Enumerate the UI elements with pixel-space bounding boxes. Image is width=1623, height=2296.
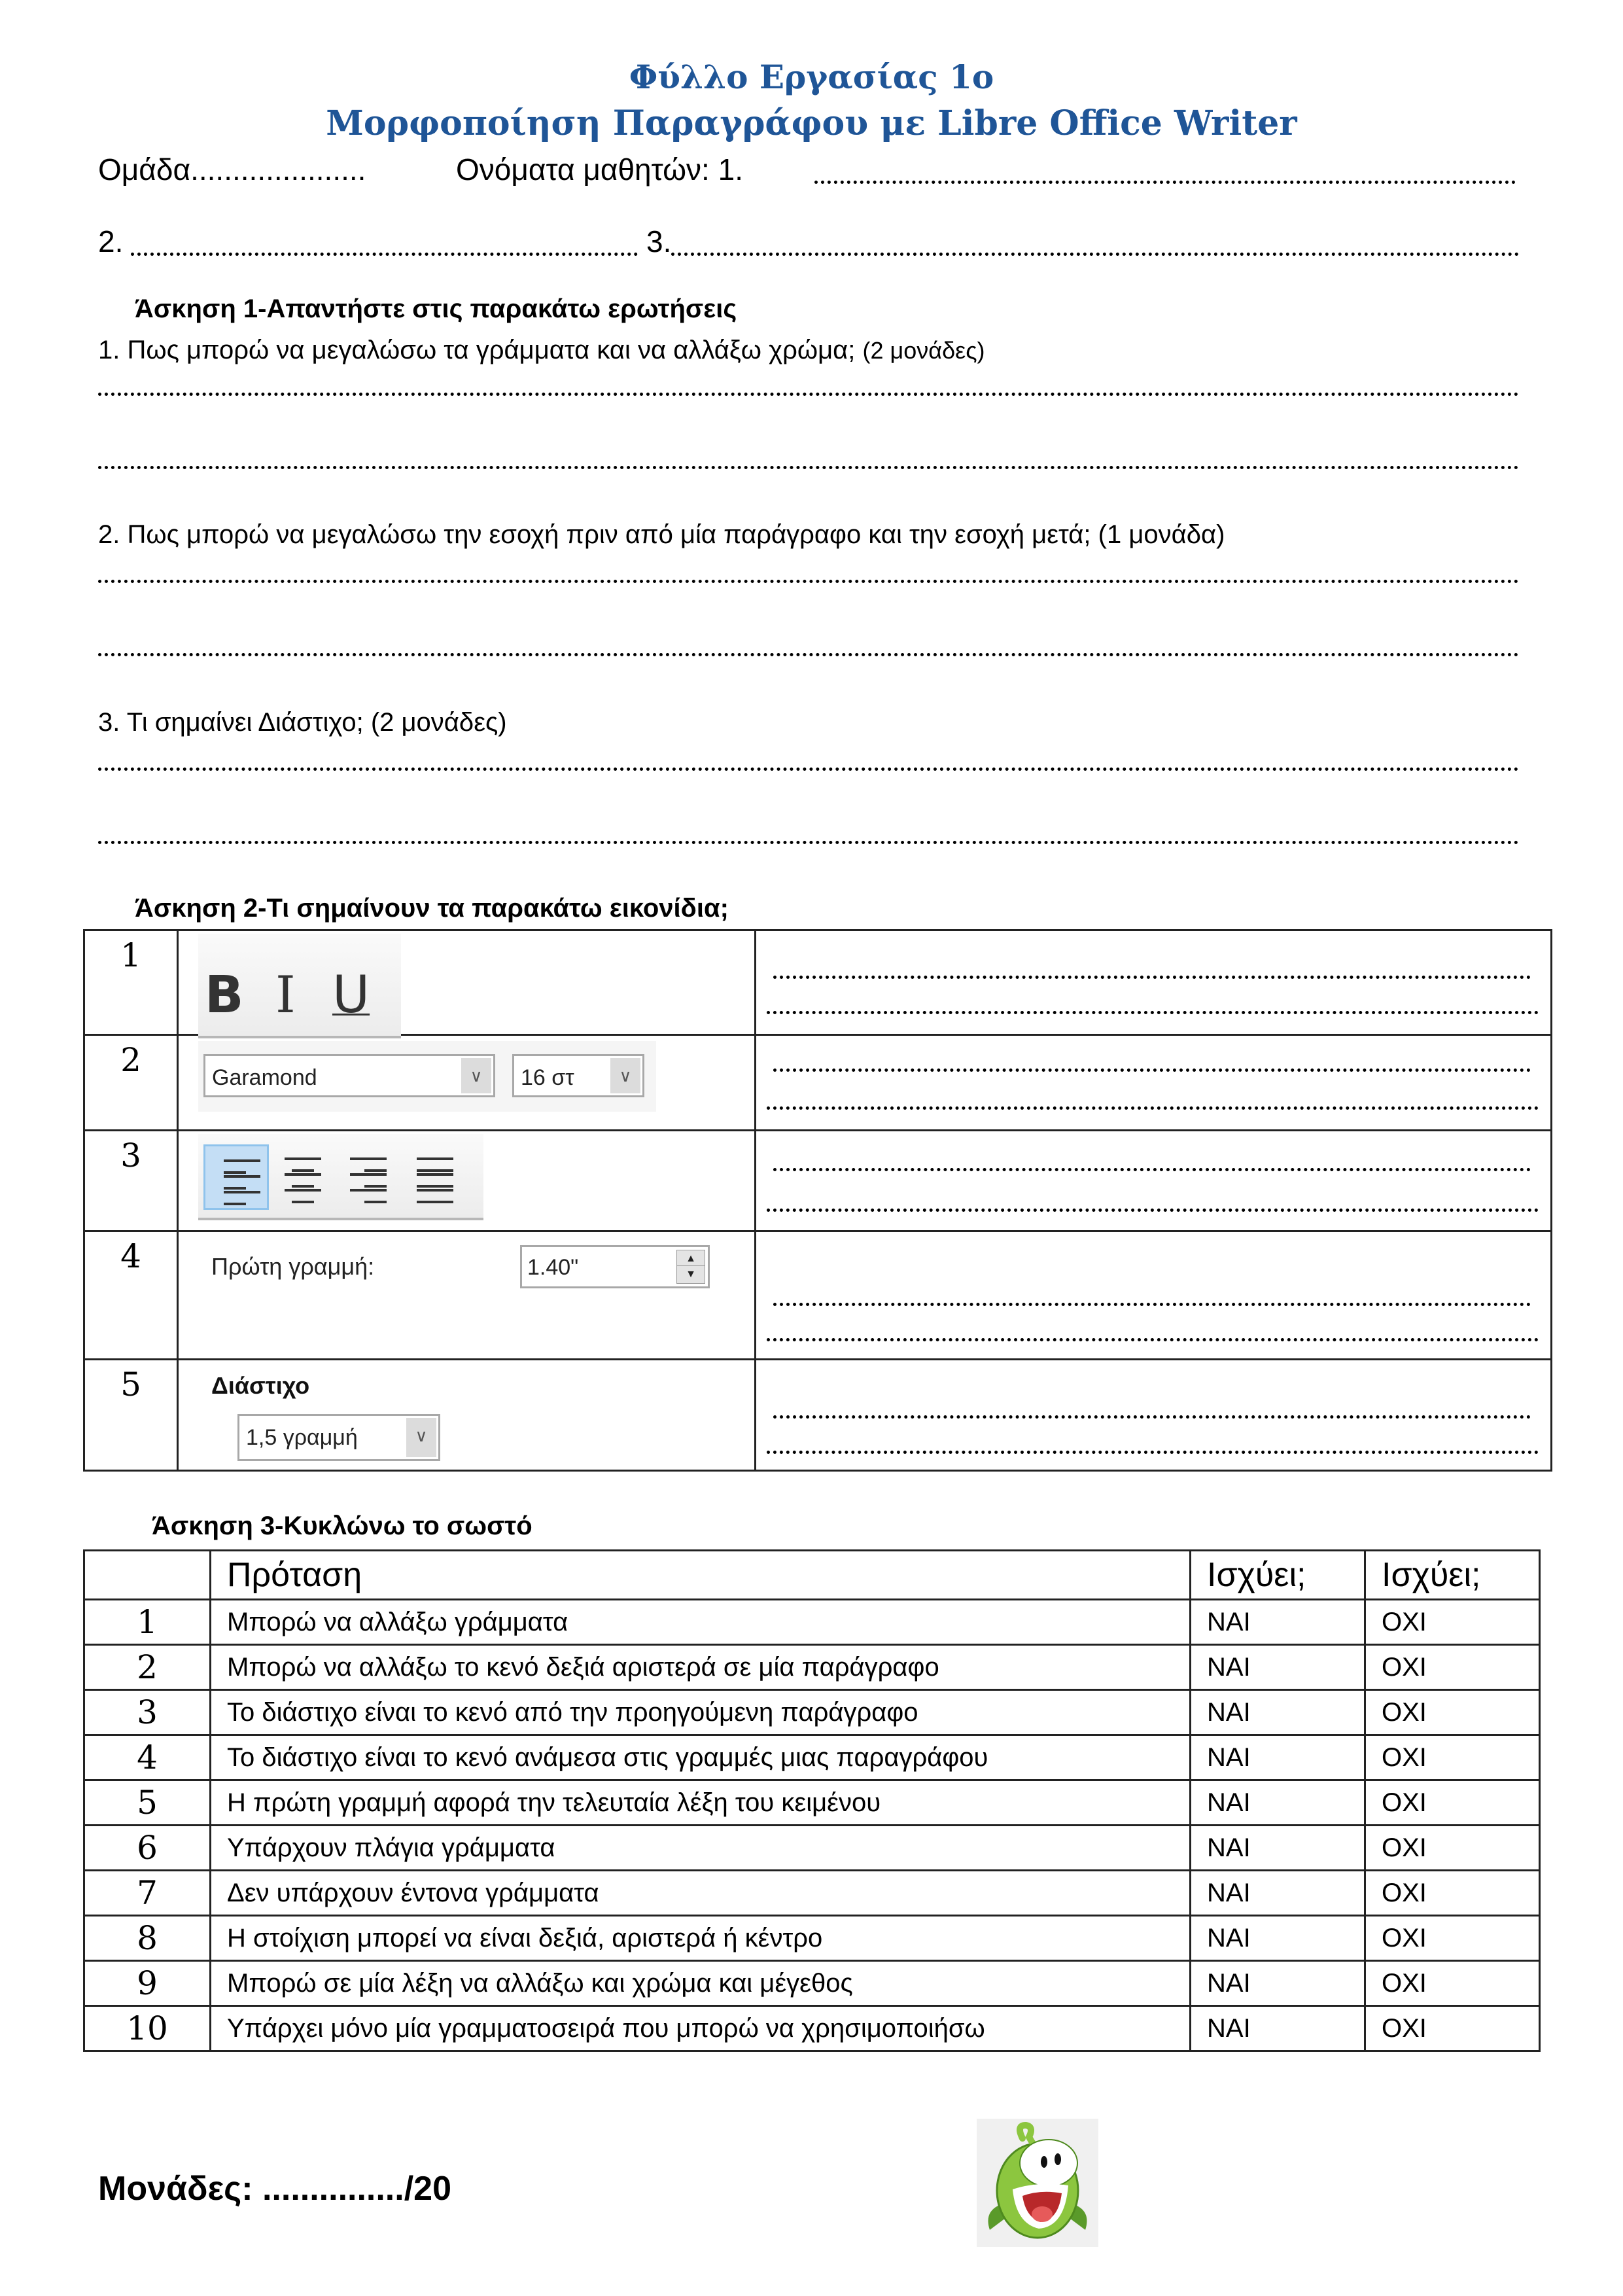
icon-cell [178,1231,756,1360]
answer-line[interactable] [767,1338,1539,1341]
row-number: 5 [84,1360,178,1471]
statement-text: Μπορώ να αλλάξω γράμματα [211,1600,1191,1645]
question-text: 1. Πως μπορώ να μεγαλώσω τα γράμματα και να αλλάξω χρώμα; [98,336,856,364]
bold-italic-underline-toolbar [198,934,401,1038]
no-option[interactable]: ΟΧΙ [1365,1916,1540,1961]
justify-icon[interactable] [404,1144,469,1210]
answer-cell[interactable] [756,1360,1552,1471]
question-points: (2 μονάδες) [370,708,507,737]
row-number: 1 [84,930,178,1035]
om-nom-icon [977,2119,1098,2247]
row-number: 2 [84,1645,211,1690]
answer-line[interactable] [767,1209,1539,1212]
table-row [84,1231,1552,1360]
table-row [84,1871,1540,1916]
column-header: Ισχύει; [1191,1551,1365,1600]
worksheet-subtitle: Μορφοποίηση Παραγράφου με Libre Office Writer [326,103,1297,143]
table-row [84,1035,1552,1131]
first-line-indent-label: Πρώτη γραμμή: [211,1253,375,1280]
icon-cell [178,1035,756,1131]
answer-line[interactable] [98,762,1519,771]
line-spacing-combo[interactable] [237,1414,440,1461]
statement-text: Υπάρχει μόνο μία γραμματοσειρά που μπορώ να χρησιμοποιήσω [211,2006,1191,2051]
exercise1-heading: Άσκηση 1-Απαντήστε στις παρακάτω ερωτήσεις [135,294,737,323]
question-2 [98,520,1225,550]
question-points: (2 μονάδες) [862,337,985,364]
column-header [84,1551,211,1600]
yes-option[interactable]: ΝΑΙ [1191,1735,1365,1780]
bold-icon: B [205,966,244,1025]
statement-text: Το διάστιχο είναι το κενό από την προηγούμενη παράγραφο [211,1690,1191,1735]
statement-text: Μπορώ να αλλάξω το κενό δεξιά αριστερά σε μία παράγραφο [211,1645,1191,1690]
yes-option[interactable]: ΝΑΙ [1191,2006,1365,2051]
statement-text: Μπορώ σε μία λέξη να αλλάξω και χρώμα και μέγεθος [211,1961,1191,2006]
align-left-icon[interactable] [203,1144,269,1210]
row-number: 2 [84,1035,178,1131]
chevron-down-icon[interactable]: ∨ [610,1058,640,1093]
row-number: 4 [84,1735,211,1780]
no-option[interactable]: ΟΧΙ [1365,2006,1540,2051]
icon-cell [178,1360,756,1471]
exercise2-heading: Άσκηση 2-Τι σημαίνουν τα παρακάτω εικονίδια; [135,894,729,923]
answer-cell[interactable] [756,1231,1552,1360]
alignment-toolbar [198,1134,483,1220]
table-row [84,1826,1540,1871]
answer-line[interactable] [767,1451,1539,1454]
row-number: 3 [84,1131,178,1231]
row-number: 1 [84,1600,211,1645]
icon-cell [178,930,756,1035]
no-option[interactable]: ΟΧΙ [1365,1780,1540,1826]
line-spacing-label: Διάστιχο [211,1372,310,1399]
underline-icon: U [332,966,370,1025]
question-points: (1 μονάδα) [1098,520,1225,549]
statement-text: Η πρώτη γραμμή αφορά την τελευταία λέξη του κειμένου [211,1780,1191,1826]
answer-line[interactable] [98,648,1519,656]
column-header: Ισχύει; [1365,1551,1540,1600]
answer-line[interactable] [773,1168,1531,1171]
question-text: 2. Πως μπορώ να μεγαλώσω την εσοχή πριν από μία παράγραφο και την εσοχή μετά; [98,520,1091,549]
no-option[interactable]: ΟΧΙ [1365,1871,1540,1916]
statement-text: Η στοίχιση μπορεί να είναι δεξιά, αριστερά ή κέντρο [211,1916,1191,1961]
student3-label: 3. [646,224,672,258]
no-option[interactable]: ΟΧΙ [1365,1645,1540,1690]
font-size-combo[interactable] [512,1054,644,1097]
yes-option[interactable]: ΝΑΙ [1191,1600,1365,1645]
answer-cell[interactable] [756,930,1552,1035]
table-row [84,1916,1540,1961]
table-row [84,2006,1540,2051]
yes-option[interactable]: ΝΑΙ [1191,1871,1365,1916]
answer-cell[interactable] [756,1131,1552,1231]
student1-field[interactable] [814,175,1516,184]
student2-field[interactable] [131,247,638,256]
student2-label: 2. [98,224,124,258]
answer-line[interactable] [98,574,1519,583]
table-row [84,1961,1540,2006]
answer-line[interactable] [773,976,1531,979]
no-option[interactable]: ΟΧΙ [1365,1961,1540,2006]
row-number: 4 [84,1231,178,1360]
yes-option[interactable]: ΝΑΙ [1191,1645,1365,1690]
no-option[interactable]: ΟΧΙ [1365,1690,1540,1735]
first-line-indent-spinner[interactable] [520,1245,710,1288]
answer-cell[interactable] [756,1035,1552,1131]
team-label: Ομάδα..................... [98,152,366,186]
students-label: Ονόματα μαθητών: 1. [456,152,743,186]
font-name-value: Garamond [212,1065,317,1090]
no-option[interactable]: ΟΧΙ [1365,1826,1540,1871]
table-row [84,1360,1552,1471]
chevron-down-icon[interactable]: ∨ [406,1418,436,1457]
answer-line[interactable] [773,1069,1531,1072]
no-option[interactable]: ΟΧΙ [1365,1600,1540,1645]
answer-line[interactable] [767,1011,1539,1014]
worksheet-title: Φύλλο Εργασίας 1ο [629,58,994,96]
table-header-row [84,1551,1540,1600]
table-row [84,1735,1540,1780]
answer-line[interactable] [98,836,1519,844]
answer-line[interactable] [98,461,1519,469]
table-row [84,1780,1540,1826]
exercise3-heading: Άσκηση 3-Κυκλώνω το σωστό [152,1511,532,1540]
font-toolbar [198,1041,656,1112]
table-row [84,1600,1540,1645]
row-number: 5 [84,1780,211,1826]
answer-line[interactable] [773,1303,1531,1306]
statement-text: Υπάρχουν πλάγια γράμματα [211,1826,1191,1871]
table-row [84,1690,1540,1735]
icons-table [83,929,1552,1472]
icon-cell [178,1131,756,1231]
chevron-down-icon[interactable]: ∨ [461,1058,491,1093]
question-1 [98,336,985,365]
mascot-image [977,2119,1098,2247]
line-spacing-value: 1,5 γραμμή [246,1425,358,1450]
score-label: Μονάδες: .............../20 [98,2170,451,2208]
true-false-table [83,1549,1541,2052]
yes-option[interactable]: ΝΑΙ [1191,1690,1365,1735]
answer-line[interactable] [98,387,1519,396]
row-number: 7 [84,1871,211,1916]
yes-option[interactable]: ΝΑΙ [1191,1826,1365,1871]
answer-line[interactable] [767,1106,1539,1110]
align-right-icon[interactable] [337,1144,402,1210]
font-name-combo[interactable] [203,1054,495,1097]
question-3 [98,708,507,737]
italic-icon: I [275,966,296,1025]
indent-value: 1.40" [527,1255,579,1280]
no-option[interactable]: ΟΧΙ [1365,1735,1540,1780]
yes-option[interactable]: ΝΑΙ [1191,1916,1365,1961]
row-number: 9 [84,1961,211,2006]
align-center-icon[interactable] [270,1144,336,1210]
question-text: 3. Τι σημαίνει Διάστιχο; [98,708,364,737]
yes-option[interactable]: ΝΑΙ [1191,1961,1365,2006]
row-number: 10 [84,2006,211,2051]
yes-option[interactable]: ΝΑΙ [1191,1780,1365,1826]
row-number: 6 [84,1826,211,1871]
row-number: 3 [84,1690,211,1735]
statement-text: Το διάστιχο είναι το κενό ανάμεσα στις γραμμές μιας παραγράφου [211,1735,1191,1780]
table-row [84,1131,1552,1231]
spin-down-icon[interactable]: ▼ [676,1265,705,1284]
table-row [84,1645,1540,1690]
answer-line[interactable] [773,1415,1531,1419]
font-size-value: 16 στ [521,1065,574,1090]
row-number: 8 [84,1916,211,1961]
spin-up-icon[interactable]: ▲ [676,1250,705,1268]
student3-field[interactable] [671,247,1519,256]
statement-text: Δεν υπάρχουν έντονα γράμματα [211,1871,1191,1916]
column-header: Πρόταση [211,1551,1191,1600]
table-row [84,930,1552,1035]
